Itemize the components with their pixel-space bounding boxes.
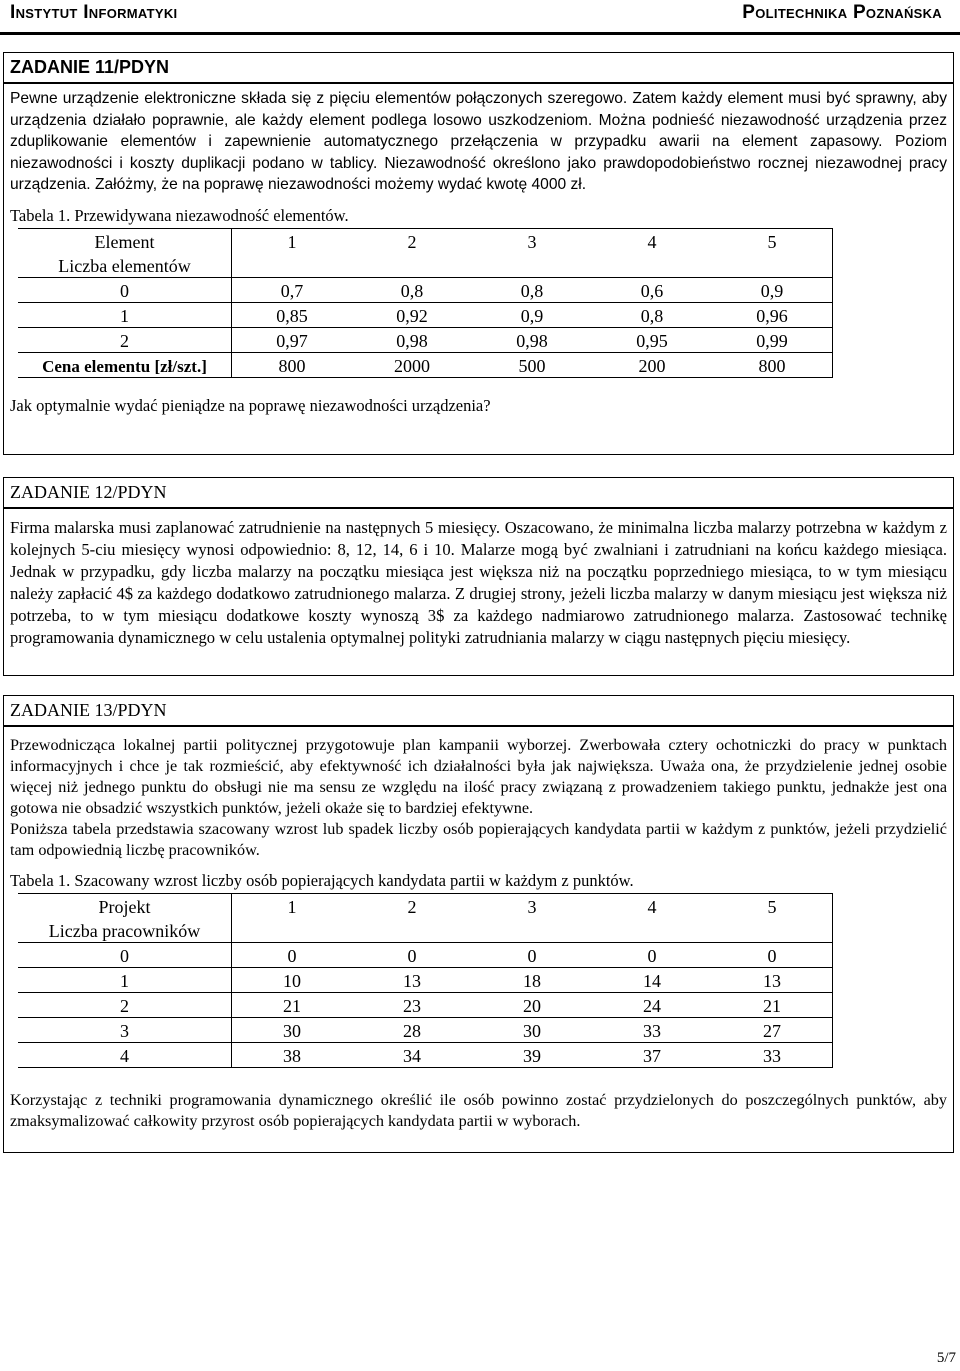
table-cell: 27	[712, 1018, 833, 1043]
table-col-header: 1	[232, 228, 353, 253]
table-cell: 0,8	[592, 302, 712, 327]
institute-name: Instytut Informatyki	[10, 2, 178, 23]
row-label: 2	[18, 327, 232, 352]
task-13-body-2: Poniższa tabela przedstawia szacowany wzrost lub spadek liczby osób popierających kandydata partii w każdym z punktów, jeżeli przydzielić tam odpowiednią liczbę pracowników.	[10, 820, 947, 859]
table-cell: 10	[232, 968, 353, 993]
task-12-body: Firma malarska musi zaplanować zatrudnienie na następnych 5 miesięcy. Oszacowano, że minimalna liczba malarzy potrzebna w każdym z kolejnych 5-ciu miesięcy wynosi odpowiednio: 8, 12, 14, 6 i 10. Malarze mogą być zwalniani i zatrudniani na końcu każdego miesiąca. Jednak w przypadku, gdy liczba malarzy na początku miesiąca jest większa niż na początku poprzedniego miesiąca, to w tym miesiącu należy zapłacić 4$ za każdego dodatkowo zatrudnionego malarza. Z drugiej strony, jeżeli liczba malarzy w danym miesiącu jest większa niż potrzeba, to w tym miesiącu dodatkowe koszty wynoszą 3$ za każdego nadmiarowo zatrudnionego malarza. Zastosować technikę programowania dynamicznego w celu ustalenia optymalnej polityki zatrudniania malarzy w ciągu następnych pięciu miesięcy.	[10, 518, 947, 647]
table-col-header: 4	[592, 894, 712, 919]
table-cell: 0,97	[232, 327, 353, 352]
table-col-header: 3	[472, 894, 592, 919]
table-cell: 0,99	[712, 327, 833, 352]
table-cell: 0,9	[472, 302, 592, 327]
table-corner-top: Projekt	[18, 894, 232, 919]
table-cell: 0,98	[352, 327, 472, 352]
table-row	[18, 352, 833, 377]
table-cell: 0,8	[352, 277, 472, 302]
table-cell: 0	[592, 943, 712, 968]
table-corner-bottom: Liczba elementów	[18, 253, 232, 278]
table-row	[18, 968, 833, 993]
table-cell: 34	[352, 1043, 472, 1068]
table-cell: 0,98	[472, 327, 592, 352]
row-label: 4	[18, 1043, 232, 1068]
table-row	[18, 993, 833, 1018]
task-11-table-caption: Tabela 1. Przewidywana niezawodność elementów.	[10, 205, 349, 225]
table-cell: 24	[592, 993, 712, 1018]
row-label: 1	[18, 968, 232, 993]
table-col-header: 2	[352, 228, 472, 253]
row-label: 2	[18, 993, 232, 1018]
table-cell: 14	[592, 968, 712, 993]
table-row	[18, 943, 833, 968]
table-row	[18, 302, 833, 327]
task-13-question: Korzystając z techniki programowania dynamicznego określić ile osób powinno zostać przydzielonych do poszczególnych punktów, aby zmaksymalizować całkowity przyrost osób popierających kandydata partii w wyborach.	[10, 1091, 947, 1130]
table-cell: 21	[232, 993, 353, 1018]
table-cell: 33	[592, 1018, 712, 1043]
table-cell: 0,85	[232, 302, 353, 327]
table-col-header: 5	[712, 228, 833, 253]
page-header	[0, 0, 960, 30]
table-cell: 21	[712, 993, 833, 1018]
table-cell: 38	[232, 1043, 353, 1068]
task-11-title: ZADANIE 11/PDYN	[4, 53, 953, 84]
table-col-header: 5	[712, 894, 833, 919]
table-row	[18, 327, 833, 352]
table-cell: 0	[352, 943, 472, 968]
university-name: Politechnika Poznańska	[742, 2, 942, 23]
task-13-table-caption: Tabela 1. Szacowany wzrost liczby osób popierających kandydata partii w każdym z punktów.	[10, 871, 634, 890]
table-row	[18, 1018, 833, 1043]
header-rule	[0, 32, 960, 35]
table-col-header: 1	[232, 894, 353, 919]
table-cell: 0	[472, 943, 592, 968]
table-cell: 0,96	[712, 302, 833, 327]
table-cell: 37	[592, 1043, 712, 1068]
table-cell: 13	[712, 968, 833, 993]
table-corner-bottom: Liczba pracowników	[18, 918, 232, 943]
task-12-box	[3, 477, 954, 676]
page-number: 5/7	[936, 1350, 956, 1366]
task-11-body: Pewne urządzenie elektroniczne składa się z pięciu elementów połączonych szeregowo. Zatem każdy element musi być sprawny, aby urządzenia działało poprawnie, ale każdy element podlega losowo uszkodzeniom. Można podnieść niezawodność urządzenia przez zduplikowanie elementów i zapewnienie automatycznego przełączenia w przypadku awarii na element zapasowy. Poziom niezawodności i koszty duplikacji podano w tablicy. Niezawodność określono jako prawdopodobieństwo rocznej niezawodnej pracy urządzenia. Załóżmy, że na poprawę niezawodności możemy wydać kwotę 4000 zł.	[10, 90, 947, 193]
table-cell: 0,6	[592, 277, 712, 302]
task-13-box	[3, 695, 954, 1153]
task-11-box	[3, 52, 954, 455]
table-cell: 500	[472, 352, 592, 377]
table-cell: 28	[352, 1018, 472, 1043]
row-label: Cena elementu [zł/szt.]	[18, 352, 232, 377]
row-label: 3	[18, 1018, 232, 1043]
table-cell: 800	[712, 352, 833, 377]
table-cell: 0,8	[472, 277, 592, 302]
row-label: 0	[18, 943, 232, 968]
task-11-table	[18, 228, 833, 378]
table-cell: 39	[472, 1043, 592, 1068]
task-13-title: ZADANIE 13/PDYN	[4, 696, 953, 727]
table-cell: 13	[352, 968, 472, 993]
task-11-question: Jak optymalnie wydać pieniądze na poprawę niezawodności urządzenia?	[10, 395, 491, 415]
table-cell: 800	[232, 352, 353, 377]
table-row	[18, 277, 833, 302]
row-label: 0	[18, 277, 232, 302]
table-cell: 33	[712, 1043, 833, 1068]
table-cell: 0,7	[232, 277, 353, 302]
table-cell: 0,92	[352, 302, 472, 327]
table-cell: 200	[592, 352, 712, 377]
table-col-header: 2	[352, 894, 472, 919]
table-cell: 0,95	[592, 327, 712, 352]
task-13-body-1: Przewodnicząca lokalnej partii politycznej przygotowuje plan kampanii wyborzej. Zwerbowała cztery ochotniczki do pracy w punktach informacyjnych i chce je tak rozmieścić, aby efektywność ich działalności była jak największa. Uważa ona, że przydzielenie jednej osobie więcej niż jednego punktu do obsługi nie ma sensu ze względu na ilość pracy związaną z prowadzeniem takiego punktu, jednakże jest ona gotowa nie obsadzić wszystkich punktów, jeżeli okaże się to bardziej efektywne.	[10, 736, 947, 817]
table-cell: 20	[472, 993, 592, 1018]
task-12-title: ZADANIE 12/PDYN	[4, 478, 953, 509]
table-corner-top: Element	[18, 228, 232, 253]
table-cell: 18	[472, 968, 592, 993]
table-cell: 0	[232, 943, 353, 968]
table-cell: 0	[712, 943, 833, 968]
table-cell: 30	[232, 1018, 353, 1043]
table-cell: 0,9	[712, 277, 833, 302]
table-cell: 23	[352, 993, 472, 1018]
task-13-table	[18, 893, 833, 1068]
table-cell: 2000	[352, 352, 472, 377]
row-label: 1	[18, 302, 232, 327]
table-col-header: 3	[472, 228, 592, 253]
table-cell: 30	[472, 1018, 592, 1043]
table-col-header: 4	[592, 228, 712, 253]
table-row	[18, 1043, 833, 1068]
